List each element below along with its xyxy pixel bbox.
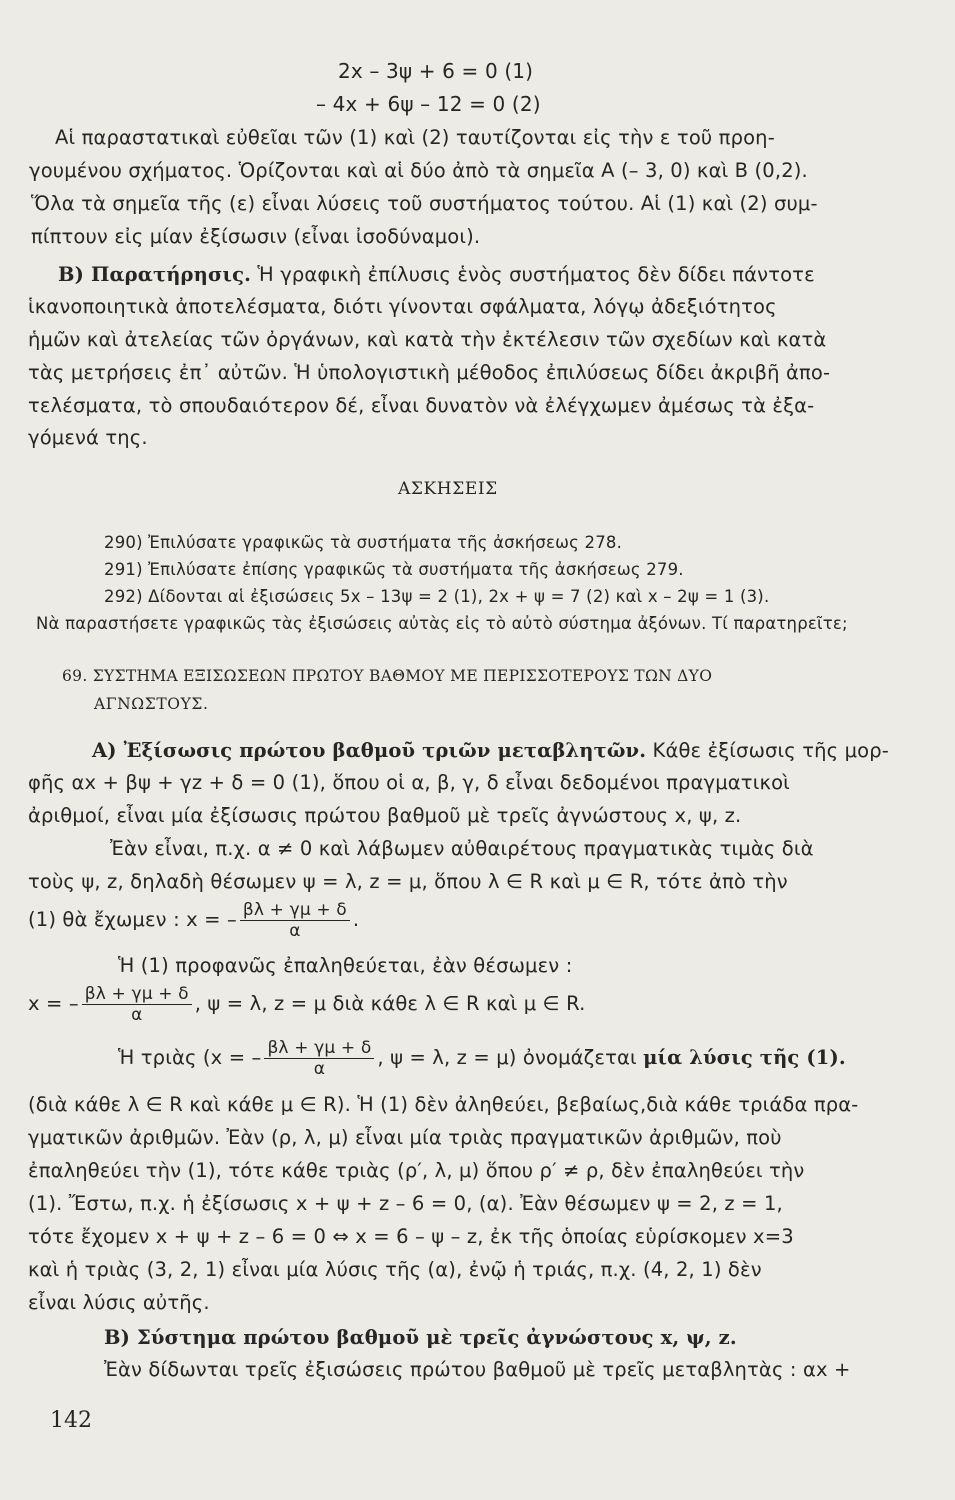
exercise-item: Νὰ παραστήσετε γραφικῶς τὰς ἐξισώσεις αὐτὰς εἰς τὸ αὐτὸ σύστημα ἀξόνων. Τί παρατηρεῖτε;	[36, 614, 848, 633]
part-a-first-line	[92, 738, 889, 764]
remark-title: Β) Παρατήρησις.	[58, 263, 252, 286]
remark-line: ἱκανοποιητικὰ ἀποτελέσματα, διότι γίνονται σφάλματα, λόγῳ ἀδεξιότητος	[28, 295, 777, 318]
formula-suffix: , ψ = λ, z = μ διὰ κάθε λ ∈ R καὶ μ ∈ R.	[194, 992, 586, 1015]
remark-line: τελέσματα, τὸ σπουδαιότερον δέ, εἶναι δυνατὸν νὰ ἐλέγχωμεν ἀμέσως τὰ ἐξα-	[28, 394, 815, 417]
section-title-cont: ΑΓΝΩΣΤΟΥΣ.	[94, 695, 209, 713]
equation-2: – 4x + 6ψ – 12 = 0 (2)	[316, 92, 541, 116]
fraction-denominator: α	[289, 921, 301, 941]
part-a-line: Ἐὰν εἶναι, π.χ. α ≠ 0 καὶ λάβωμεν αὐθαιρέτους πραγματικὰς τιμὰς διὰ	[110, 837, 814, 860]
fraction	[264, 1038, 374, 1079]
part-a-rest-line: (διὰ κάθε λ ∈ R καὶ κάθε μ ∈ R). Ἡ (1) δὲν ἀληθεύει, βεβαίως,διὰ κάθε τριάδα πρα-	[28, 1093, 859, 1116]
fraction-denominator: α	[131, 1005, 143, 1025]
exercises-heading: ΑΣΚΗΣΕΙΣ	[398, 479, 498, 499]
part-a-text: Κάθε ἐξίσωσις τῆς μορ-	[646, 739, 889, 762]
formula-suffix: .	[352, 908, 360, 931]
page-number: 142	[50, 1408, 92, 1433]
part-b-line: Ἐὰν δίδωνται τρεῖς ἐξισώσεις πρώτου βαθμοῦ μὲ τρεῖς μεταβλητὰς : αx +	[104, 1358, 851, 1381]
paragraph-line: πίπτουν εἰς μίαν ἐξίσωσιν (εἶναι ἰσοδύναμοι).	[31, 225, 481, 248]
remark-line: τὰς μετρήσεις ἐπ᾿ αὐτῶν. Ἡ ὑπολογιστικὴ μέθοδος ἐπιλύσεως δίδει ἀκριβῆ ἀπο-	[28, 361, 831, 384]
fraction	[240, 900, 350, 941]
part-a-rest-line: (1). Ἔστω, π.χ. ἡ ἐξίσωσις x + ψ + z – 6 = 0, (α). Ἐὰν θέσωμεν ψ = 2, z = 1,	[28, 1192, 783, 1215]
fraction-numerator: βλ + γμ + δ	[264, 1038, 374, 1059]
part-a-line: φῆς αx + βψ + γz + δ = 0 (1), ὅπου οἱ α, β, γ, δ εἶναι δεδομένοι πραγματικοὶ	[28, 771, 790, 794]
part-a-rest-line: γματικῶν ἀριθμῶν. Ἐὰν (ρ, λ, μ) εἶναι μία τριὰς πραγματικῶν ἀριθμῶν, ποὺ	[28, 1126, 782, 1149]
part-a-line: τοὺς ψ, z, δηλαδὴ θέσωμεν ψ = λ, z = μ, ὅπου λ ∈ R καὶ μ ∈ R, τότε ἀπὸ τὴν	[28, 870, 788, 893]
remark-first-line	[58, 262, 815, 288]
formula-line	[28, 980, 586, 1028]
part-b-title: Β) Σύστημα πρώτου βαθμοῦ μὲ τρεῖς ἀγνώστους x, ψ, z.	[104, 1326, 737, 1349]
equation-1: 2x – 3ψ + 6 = 0 (1)	[338, 59, 534, 83]
paragraph-line: Ὅλα τὰ σημεῖα τῆς (ε) εἶναι λύσεις τοῦ συστήματος τούτου. Αἱ (1) καὶ (2) συμ-	[31, 192, 818, 215]
formula-line	[28, 896, 359, 944]
exercise-item: 291) Ἐπιλύσατε ἐπίσης γραφικῶς τὰ συστήματα τῆς ἀσκήσεως 279.	[104, 560, 684, 579]
remark-line: γόμενά της.	[28, 426, 148, 449]
part-a-rest-line: καὶ ἡ τριὰς (3, 2, 1) εἶναι μία λύσις τῆς (α), ἐνῷ ἡ τριάς, π.χ. (4, 2, 1) δὲν	[28, 1258, 762, 1281]
formula-mid: , ψ = λ, z = μ) ὀνομάζεται	[377, 1046, 644, 1069]
formula-prefix: Ἡ τριὰς (x = –	[118, 1046, 262, 1069]
fraction-denominator: α	[313, 1059, 326, 1079]
remark-line: ἡμῶν καὶ ἀτελείας τῶν ὀργάνων, καὶ κατὰ τὴν ἐκτέλεσιν τῶν σχεδίων καὶ κατὰ	[28, 328, 827, 351]
formula-bold: μία λύσις τῆς (1).	[643, 1046, 846, 1069]
part-a-rest-line: ἐπαληθεύει τὴν (1), τότε κάθε τριὰς (ρ′, λ, μ) ὅπου ρ′ ≠ ρ, δὲν ἐπαληθεύει τὴν	[28, 1159, 805, 1182]
fraction-numerator: βλ + γμ + δ	[240, 900, 350, 921]
formula-prefix: x = –	[28, 992, 79, 1015]
fraction	[82, 984, 192, 1025]
remark-text: Ἡ γραφικὴ ἐπίλυσις ἑνὸς συστήματος δὲν δίδει πάντοτε	[251, 263, 815, 286]
paragraph-line: γουμένου σχήματος. Ὁρίζονται καὶ αἱ δύο ἀπὸ τὰ σημεῖα Α (– 3, 0) καὶ Β (0,2).	[29, 159, 808, 182]
section-title: 69. ΣΥΣΤΗΜΑ ΕΞΙΣΩΣΕΩΝ ΠΡΩΤΟΥ ΒΑΘΜΟΥ ΜΕ ΠΕΡΙΣΣΟΤΕΡΟΥΣ ΤΩΝ ΔΥΟ	[62, 667, 713, 685]
part-a-rest-line: εἶναι λύσις αὐτῆς.	[28, 1291, 210, 1314]
part-a-rest-line: τότε ἔχομεν x + ψ + z – 6 = 0 ⇔ x = 6 – ψ – z, ἐκ τῆς ὁποίας εὑρίσκομεν x=3	[28, 1225, 794, 1248]
part-a-line: ἀριθμοί, εἶναι μία ἐξίσωσις πρώτου βαθμοῦ μὲ τρεῖς ἀγνώστους x, ψ, z.	[28, 804, 742, 827]
part-a-title: Α) Ἐξίσωσις πρώτου βαθμοῦ τριῶν μεταβλητῶν.	[92, 739, 647, 762]
formula-prefix: (1) θὰ ἔχωμεν : x = –	[28, 908, 237, 931]
paragraph-line: Αἱ παραστατικαὶ εὐθεῖαι τῶν (1) καὶ (2) ταυτίζονται εἰς τὴν ε τοῦ προη-	[55, 126, 775, 149]
fraction-numerator: βλ + γμ + δ	[82, 984, 192, 1005]
exercise-item: 292) Δίδονται αἱ ἐξισώσεις 5x – 13ψ = 2 (1), 2x + ψ = 7 (2) καὶ x – 2ψ = 1 (3).	[104, 587, 770, 606]
formula-line	[118, 1034, 846, 1082]
part-a-line: Ἡ (1) προφανῶς ἐπαληθεύεται, ἐὰν θέσωμεν :	[118, 954, 573, 977]
exercise-item: 290) Ἐπιλύσατε γραφικῶς τὰ συστήματα τῆς ἀσκήσεως 278.	[104, 533, 623, 552]
